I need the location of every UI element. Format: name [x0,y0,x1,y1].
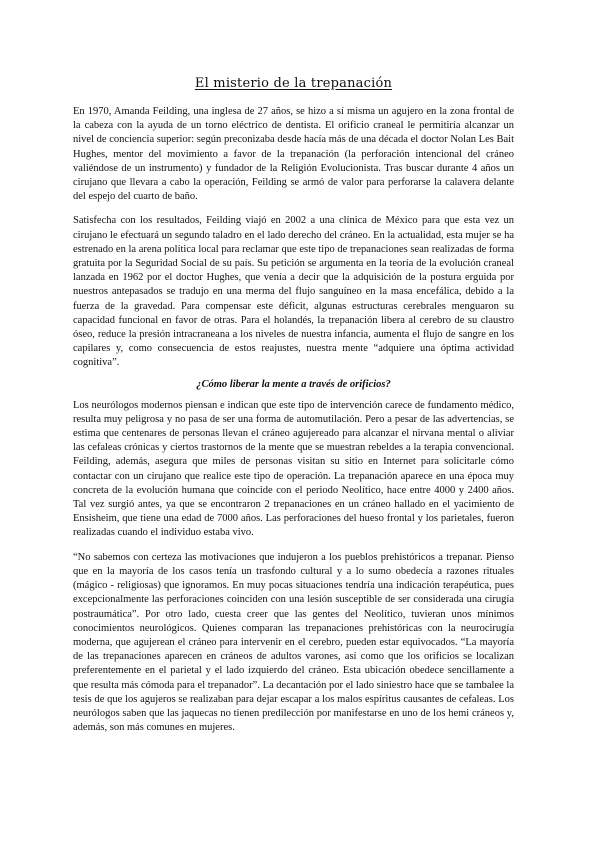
paragraph-4: “No sabemos con certeza las motivaciones que indujeron a los pueblos prehistóricos a trepanar. Pienso que en la mayoría de los casos tenía un trasfondo cultural y a lo sumo obedecía a razones rituales (mágico - religiosas) que ignoramos. En muy pocas situaciones tendría una indicación terapéutica, pues excepcionalmente las perforaciones coinciden con una lesión susceptible de ser considerada una cirugía postraumática”. Por otro lado, cuesta creer que las gentes del Neolítico, tuvieran unos mínimos conocimientos neurológicos. Quienes comparan las trepanaciones prehistóricas con la neurocirugía moderna, que agujerean el cráneo para intervenir en el cerebro, pueden estar equivocados. “La mayoría de las trepanaciones aparecen en cráneos de adultos varones, así como que los orificios se localizan preferentemente en el parietal y el lado izquierdo del cráneo. Esta ubicación obedece sencillamente a que resulta más cómoda para el trepanador”. La decantación por el lado siniestro hace que se tambalee la tesis de que los agujeros se realizaban para dejar escapar a los malos espíritus causantes de cefaleas. Los neurólogos saben que las jaquecas no tienen predilección por manifestarse en uno de los hemi cráneos y, además, son más comunes en mujeres. [73,551,514,734]
paragraph-2: Satisfecha con los resultados, Feilding viajó en 2002 a una clínica de México para que esta vez un cirujano le efectuará un segundo taladro en el lado derecho del cráneo. En la actualidad, esta mujer se ha estrenado en la arena política local para reclamar que este tipo de trepanaciones sean realizadas de forma gratuita por la Seguridad Social de su país. Su petición se argumenta en la teoría de la evolución craneal lanzada en 1962 por el doctor Hughes, que venía a decir que la adquisición de la postura erguida por nuestros antepasados se tradujo en una merma del flujo sanguíneo en la masa encefálica, debido a la fuerza de la gravedad. Para compensar este déficit, algunas estructuras cerebrales menguaron su capacidad funcional en favor de otras. Para el holandés, la trepanación libera al cerebro de su claustro óseo, reduce la presión intracraneana a los niveles de nuestra infancia, aumenta el flujo de sangre en los capilares y, como consecuencia de estos reajustes, nuestra mente “adquiere una óptima actividad cognitiva”. [73,215,514,369]
title-text: El misterio de la trepanación [194,76,393,91]
document-title [73,76,514,91]
paragraph-spacer [73,541,514,551]
paragraph-1: En 1970, Amanda Feilding, una inglesa de 27 años, se hizo a sí misma un agujero en la zona frontal de la cabeza con la ayuda de un torno eléctrico de dentista. El orificio craneal le permitiría alcanzar un nivel de conciencia superior: según preconizaba desde hacía más de una década el doctor Nolan Les Bait Hughes, mentor del movimiento a favor de la trepanación (la perforación intencional del cráneo valiéndose de un instrumento) y fundador de la Religión Evolucionista. Tras buscar durante 4 años un cirujano que llevara a cabo la operación, Feilding se armó de valor para perforarse la calavera delante del espejo del cuarto de baño. [73,106,514,203]
paragraph-spacer [73,204,514,214]
section-subheading: ¿Cómo liberar la mente a través de orificios? [196,378,391,390]
paragraph-3: Los neurólogos modernos piensan e indican que este tipo de intervención carece de fundamento médico, resulta muy peligrosa y no pasa de ser una forma de automutilación. Pero a pesar de las advertencias, se estima que centenares de personas llevan el cráneo agujereado para alcanzar el nirvana mental o aliviar las cefaleas crónicas y ciertos trastornos de la mente que se muestran rebeldes a la terapia convencional. Feilding, además, asegura que miles de personas visitan su sitio en Internet para solicitarle cómo contactar con un cirujano que realice este tipo de operación. La trepanación aparece en una época muy concreta de la evolución humana que coincide con el periodo Neolítico, hace entre 4000 y 2400 años. Tal vez surgió antes, ya que se encontraron 2 trepanaciones en un cráneo hallado en el yacimiento de Ensisheim, que tiene una edad de 7000 años. Las perforaciones del hueso frontal y los parietales, fueron realizadas cuando el individuo estaba vivo. [73,399,514,539]
